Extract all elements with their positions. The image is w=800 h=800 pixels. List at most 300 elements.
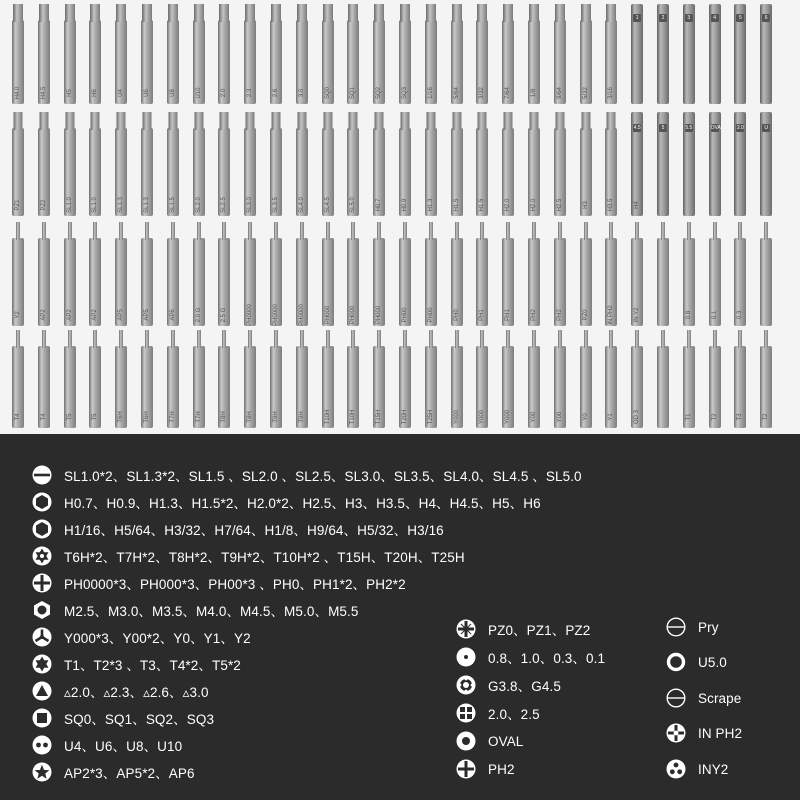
screwdriver-bit: [296, 4, 308, 104]
bit-label: 0.1: [711, 310, 718, 320]
bit-label: PH2: [531, 309, 537, 321]
bit-tip: [326, 330, 330, 348]
bit-tip: [764, 330, 768, 348]
screwdriver-bit: [115, 330, 127, 428]
in-y2-icon: [666, 759, 686, 779]
screwdriver-bit: [709, 330, 721, 428]
bit-label: PH0000: [247, 304, 254, 326]
pry-icon: [666, 617, 686, 637]
screwdriver-bit: [734, 112, 746, 216]
bit-tip: [581, 4, 591, 22]
bit-label: H0.9: [402, 198, 408, 212]
bit-tip: [609, 222, 613, 240]
bit-size-tag: 4.5: [633, 125, 641, 131]
screwdriver-bit: [89, 222, 101, 326]
bit-label: H3.5: [608, 198, 615, 212]
bit-tip: [401, 112, 410, 130]
bit-label: 0.8: [685, 310, 692, 320]
bit-tip: [326, 222, 330, 240]
bit-tip: [274, 330, 278, 348]
bit-label: 2.0: [221, 88, 228, 98]
screwdriver-bit: [425, 4, 437, 104]
bit-label: PH00: [427, 307, 434, 323]
screwdriver-bit: [605, 222, 617, 326]
bit-tip: [426, 112, 435, 130]
bit-label: 1/8: [531, 88, 537, 98]
screwdriver-bit: [347, 4, 359, 104]
screwdriver-bit: [554, 222, 566, 326]
legend-text: PH2: [488, 761, 515, 777]
bit-tip: [558, 330, 562, 348]
bit-tip: [429, 222, 433, 240]
bit-label: T6H: [144, 411, 150, 423]
hex-icon: [32, 519, 52, 539]
bit-shaft: [657, 346, 669, 428]
legend-text: OVAL: [488, 733, 524, 749]
bit-label: Y000: [479, 409, 486, 425]
bit-tip: [530, 112, 539, 130]
screwdriver-bit: [425, 112, 437, 216]
oval-icon: [456, 731, 476, 751]
bit-label: Y000: [505, 409, 512, 425]
bit-tip: [661, 330, 665, 348]
center-point-icon: [456, 647, 476, 667]
bit-label: U10: [195, 87, 202, 99]
bit-label: T8H: [221, 411, 228, 423]
screwdriver-bit: [528, 112, 540, 216]
bit-label: T20H: [402, 409, 408, 425]
legend-text: M2.5、M3.0、M3.5、M4.0、M4.5、M5.0、M5.5: [64, 604, 359, 619]
screwdriver-bit: [244, 112, 256, 216]
legend-text: G3.8、G4.5: [488, 679, 561, 694]
bit-label: PH0: [453, 309, 460, 321]
screwdriver-bit: [399, 222, 411, 326]
legend-row-pentalobe: [32, 760, 195, 784]
bit-tip: [16, 222, 20, 240]
legend-row-u50: [666, 650, 727, 674]
screwdriver-bit: [141, 4, 153, 104]
bit-label: 5/64: [453, 87, 460, 99]
bit-label: SQ0: [324, 86, 331, 100]
bit-label: SL2.5: [221, 197, 228, 213]
bit-label: U6: [144, 89, 150, 97]
screwdriver-bit: [373, 330, 385, 428]
bit-label: OD 3: [634, 409, 641, 425]
bit-tip: [452, 112, 461, 130]
screwdriver-bit: [64, 112, 76, 216]
screwdriver-bit: [502, 4, 514, 104]
screwdriver-bit: [270, 4, 282, 104]
bit-label: IN Y2: [634, 307, 641, 323]
screwdriver-bit: [683, 112, 695, 216]
screwdriver-bit: [580, 222, 592, 326]
legend-text: Scrape: [698, 690, 742, 706]
legend-text: Pry: [698, 619, 719, 635]
legend-text: AP2*3、AP5*2、AP6: [64, 766, 195, 781]
screwdriver-bit: [657, 330, 669, 428]
screwdriver-bit: [734, 222, 746, 326]
screwdriver-bit: [683, 222, 695, 326]
screwdriver-bit: [554, 4, 566, 104]
screwdriver-bit: [528, 330, 540, 428]
screwdriver-bit: [218, 222, 230, 326]
bit-label: PH000: [350, 305, 357, 325]
screwdriver-bit: [605, 4, 617, 104]
screwdriver-bit: [218, 112, 230, 216]
screwdriver-bit: [115, 4, 127, 104]
bit-label: T9H: [298, 411, 305, 423]
legend-text: U5.0: [698, 654, 727, 670]
bit-tip: [532, 330, 536, 348]
screwdriver-bit: [683, 330, 695, 428]
bit-label: T4: [40, 413, 47, 421]
screwdriver-bit: [425, 222, 437, 326]
legend-row-pozidriv: [456, 617, 590, 641]
bit-label: 5/32: [582, 87, 589, 99]
bit-tip: [171, 222, 175, 240]
screwdriver-bit: [760, 112, 772, 216]
bit-tip: [635, 330, 639, 348]
bit-tip: [248, 330, 252, 348]
bit-tip: [555, 4, 565, 22]
pozidriv-icon: [456, 619, 476, 639]
legend-row-hex: [32, 490, 541, 514]
screwdriver-bit: [373, 4, 385, 104]
legend-text: 2.0、2.5: [488, 707, 540, 722]
bit-label: H5: [66, 89, 73, 97]
bit-tip: [197, 222, 201, 240]
bit-label: T10H: [350, 409, 357, 425]
bit-tip: [68, 222, 72, 240]
screwdriver-bit: [38, 4, 50, 104]
bit-label: PZ1: [15, 199, 21, 211]
screwdriver-bit: [115, 112, 127, 216]
bit-label: T9H: [273, 411, 279, 423]
bit-label: AP5: [144, 309, 150, 321]
bit-label: AP2: [66, 309, 73, 321]
bit-label: AP2: [40, 309, 47, 321]
legend-text: H0.7、H0.9、H1.3、H1.5*2、H2.0*2、H2.5、H3、H3.5、H4、H4.5、H5、H6: [64, 496, 541, 511]
bit-label: PH0000: [298, 304, 305, 326]
screwdriver-bit: [631, 4, 643, 104]
bit-label: IN PH2: [608, 305, 615, 325]
bit-tip: [197, 330, 201, 348]
bit-tip: [455, 330, 459, 348]
screwdriver-bit: [451, 4, 463, 104]
screwdriver-bit: [605, 112, 617, 216]
screwdriver-bit: [193, 4, 205, 104]
bit-tip: [351, 222, 355, 240]
legend-text: SQ0、SQ1、SQ2、SQ3: [64, 712, 215, 727]
screwdriver-bit: [89, 112, 101, 216]
bit-tip: [65, 112, 74, 130]
bit-tip: [42, 330, 46, 348]
screwdriver-bit: [760, 330, 772, 428]
bit-label: AP2: [92, 309, 99, 321]
bit-tip: [274, 222, 278, 240]
bit-tip: [271, 4, 281, 22]
legend-text: PH0000*3、PH000*3、PH00*3 、PH0、PH1*2、PH2*2: [64, 577, 406, 592]
screwdriver-bit: [347, 330, 359, 428]
gear-bit-icon: [456, 675, 476, 695]
bit-tip: [194, 112, 203, 130]
screwdriver-bit: [476, 330, 488, 428]
bit-tip: [16, 330, 20, 348]
screwdriver-bit: [193, 112, 205, 216]
bit-tip: [713, 330, 717, 348]
bit-tip: [297, 112, 306, 130]
bit-tip: [403, 330, 407, 348]
bit-tip: [687, 330, 691, 348]
bit-label: Y1: [608, 413, 615, 421]
bit-label: Y00: [556, 411, 563, 423]
screwdriver-bit: [631, 112, 643, 216]
bit-label: H6: [92, 89, 99, 97]
bit-label: T2: [763, 413, 770, 421]
screwdriver-bit: [631, 222, 643, 326]
bit-label: SL3.0: [247, 197, 254, 213]
bit-tip: [529, 4, 539, 22]
bit-label: T8H: [247, 411, 254, 423]
legend-text: U4、U6、U8、U10: [64, 739, 183, 754]
screwdriver-bit: [709, 4, 721, 104]
legend-row-oval: [456, 729, 523, 753]
screwdriver-bit: [347, 112, 359, 216]
bit-label: PH0000: [273, 304, 279, 326]
legend-text: T6H*2、T7H*2、T8H*2、T9H*2、T10H*2 、T15H、T20H、T25H: [64, 550, 465, 565]
bit-label: SL1.5: [169, 197, 176, 213]
bit-tip: [171, 330, 175, 348]
torx-security-icon: [32, 546, 52, 566]
phillips-icon: [32, 573, 52, 593]
bit-tip: [609, 330, 613, 348]
screwdriver-bit: [218, 4, 230, 104]
tri-wing-icon: [32, 627, 52, 647]
bit-tip: [558, 222, 562, 240]
bit-tip: [245, 4, 255, 22]
bit-tip: [635, 222, 639, 240]
bit-label: H1.5: [453, 198, 460, 212]
screwdriver-bit: [296, 112, 308, 216]
bit-label: SL4.0: [298, 197, 305, 213]
bit-tip: [168, 4, 178, 22]
bit-tip: [555, 112, 564, 130]
screwdriver-bit: [244, 4, 256, 104]
screwdriver-bit: [64, 4, 76, 104]
bit-label: H0.7: [376, 198, 383, 212]
screwdriver-bit: [451, 222, 463, 326]
legend-row-center-point: [456, 645, 605, 669]
bit-label: AP6: [169, 309, 176, 321]
bit-tip: [738, 222, 742, 240]
bit-label: T3: [737, 413, 744, 421]
screwdriver-bit: [554, 112, 566, 216]
bit-label: SL2.0: [195, 197, 202, 213]
bit-tip: [14, 112, 23, 130]
bit-label: SL3.5: [273, 197, 279, 213]
bit-tip: [119, 330, 123, 348]
bit-tip: [300, 330, 304, 348]
screwdriver-bit: [141, 330, 153, 428]
bit-label: 2.0 G: [195, 307, 202, 323]
bit-tip: [400, 4, 410, 22]
screwdriver-bit: [64, 330, 76, 428]
bit-shaft: [657, 238, 669, 326]
bit-tip: [506, 330, 510, 348]
bit-size-tag: 2: [659, 14, 667, 22]
screwdriver-bit: [322, 222, 334, 326]
screwdriver-bit: [528, 222, 540, 326]
bit-tip: [738, 330, 742, 348]
screwdriver-bit: [115, 222, 127, 326]
bit-tip: [119, 222, 123, 240]
bit-tip: [584, 330, 588, 348]
screwdriver-bit: [270, 222, 282, 326]
bit-label: H1.5: [479, 198, 486, 212]
bit-tip: [503, 4, 513, 22]
bit-tip: [532, 222, 536, 240]
legend-row-phillips: [32, 571, 406, 595]
bit-tip: [426, 4, 436, 22]
screwdriver-bit: [580, 4, 592, 104]
bit-label: SL5.0: [350, 197, 357, 213]
bit-label: U4: [118, 89, 125, 97]
bit-tip: [375, 112, 384, 130]
screwdriver-bit: [373, 112, 385, 216]
bit-label: H2.0: [531, 198, 537, 212]
screwdriver-bit: [244, 330, 256, 428]
bit-size-tag: U: [762, 124, 770, 132]
screwdriver-bit: [322, 112, 334, 216]
bit-tip: [220, 112, 229, 130]
legend-row-triangle: [32, 679, 209, 703]
bit-tip: [323, 112, 332, 130]
bit-tip: [403, 222, 407, 240]
bit-tip: [300, 222, 304, 240]
bit-size-tag: 5: [736, 14, 744, 22]
bit-label: 9/64: [556, 87, 563, 99]
legend-row-pry: [666, 615, 719, 639]
bit-tip: [661, 222, 665, 240]
bit-label: T1: [685, 413, 692, 421]
bit-label: AP5: [118, 309, 125, 321]
bit-tip: [504, 112, 513, 130]
bit-label: PZ2: [40, 199, 47, 211]
bit-label: SL1.3: [118, 197, 125, 213]
bit-tip: [478, 112, 487, 130]
legend-row-slotted: [32, 463, 582, 487]
legend-row-hex-inch: [32, 517, 444, 541]
bit-label: 3.0: [298, 88, 305, 98]
bit-tip: [39, 4, 49, 22]
bit-tip: [117, 112, 126, 130]
bit-label: SQ1: [350, 86, 357, 100]
bit-tip: [764, 222, 768, 240]
bit-label: 3/16: [608, 87, 615, 99]
legend-row-in-y2: [666, 757, 728, 781]
bit-label: H3: [582, 201, 589, 209]
screwdriver-bit: [89, 330, 101, 428]
screwdriver-bit: [270, 330, 282, 428]
screwdriver-bit: [399, 112, 411, 216]
screwdriver-bit: [605, 330, 617, 428]
screwdriver-bit: [167, 112, 179, 216]
screwdriver-bit: [657, 4, 669, 104]
screwdriver-bit: [451, 330, 463, 428]
pentalobe-icon: [32, 762, 52, 782]
bit-size-tag: 3: [685, 14, 693, 22]
screwdriver-bit: [12, 222, 24, 326]
bit-label: T10H: [324, 409, 331, 425]
scrape-icon: [666, 688, 686, 708]
bit-tip: [42, 222, 46, 240]
screwdriver-bit: [502, 330, 514, 428]
bit-tip: [222, 330, 226, 348]
screwdriver-bit: [709, 222, 721, 326]
bit-tip: [323, 4, 333, 22]
bit-tip: [506, 222, 510, 240]
bit-label: T7H: [169, 411, 176, 423]
bit-tip: [584, 222, 588, 240]
screwdriver-bit: [89, 4, 101, 104]
screwdriver-bit: [580, 112, 592, 216]
bit-label: H4.5: [40, 86, 47, 100]
bit-size-tag: 2.0: [736, 125, 744, 131]
bit-size-tag: 5: [659, 124, 667, 132]
bit-tip: [168, 112, 177, 130]
bit-tip: [145, 330, 149, 348]
legend-text: ▵2.0、▵2.3、▵2.6、▵3.0: [64, 685, 209, 700]
bit-label: H4.0: [15, 86, 21, 100]
screwdriver-bit: [12, 4, 24, 104]
bit-label: Y0: [582, 413, 589, 421]
bit-tip: [713, 222, 717, 240]
screwdriver-bit: [296, 330, 308, 428]
bit-tip: [65, 4, 75, 22]
screwdriver-bit: [476, 222, 488, 326]
bit-label: T6H: [118, 411, 125, 423]
screwdriver-bit: [12, 112, 24, 216]
screwdriver-bit: [425, 330, 437, 428]
bit-label: H4: [634, 201, 641, 209]
legend-text: PZ0、PZ1、PZ2: [488, 623, 591, 638]
bit-tip: [116, 4, 126, 22]
bit-tip: [348, 4, 358, 22]
legend-row-in-ph2: [666, 721, 742, 745]
bit-tip: [581, 112, 590, 130]
bit-tip: [91, 112, 100, 130]
bit-label: 0.3: [737, 310, 744, 320]
bit-tip: [222, 222, 226, 240]
legend-row-gear-bit: [456, 673, 561, 697]
screwdriver-bit: [218, 330, 230, 428]
bit-tip: [480, 330, 484, 348]
screwdriver-bit: [709, 112, 724, 216]
screwdriver-bit: [734, 4, 746, 104]
legend-row-ph2: [456, 757, 515, 781]
screwdriver-bit: [322, 4, 334, 104]
bit-tip: [687, 222, 691, 240]
bit-label: Y00: [531, 411, 537, 423]
screwdriver-bit: [38, 330, 50, 428]
legend-row-u-type: [32, 733, 182, 757]
bit-tip: [93, 330, 97, 348]
screwdriver-bit: [760, 222, 772, 326]
bit-tip: [607, 112, 616, 130]
bit-size-tag: 1: [633, 14, 641, 22]
hex-nut-icon: [32, 600, 52, 620]
phillips-icon: [456, 759, 476, 779]
